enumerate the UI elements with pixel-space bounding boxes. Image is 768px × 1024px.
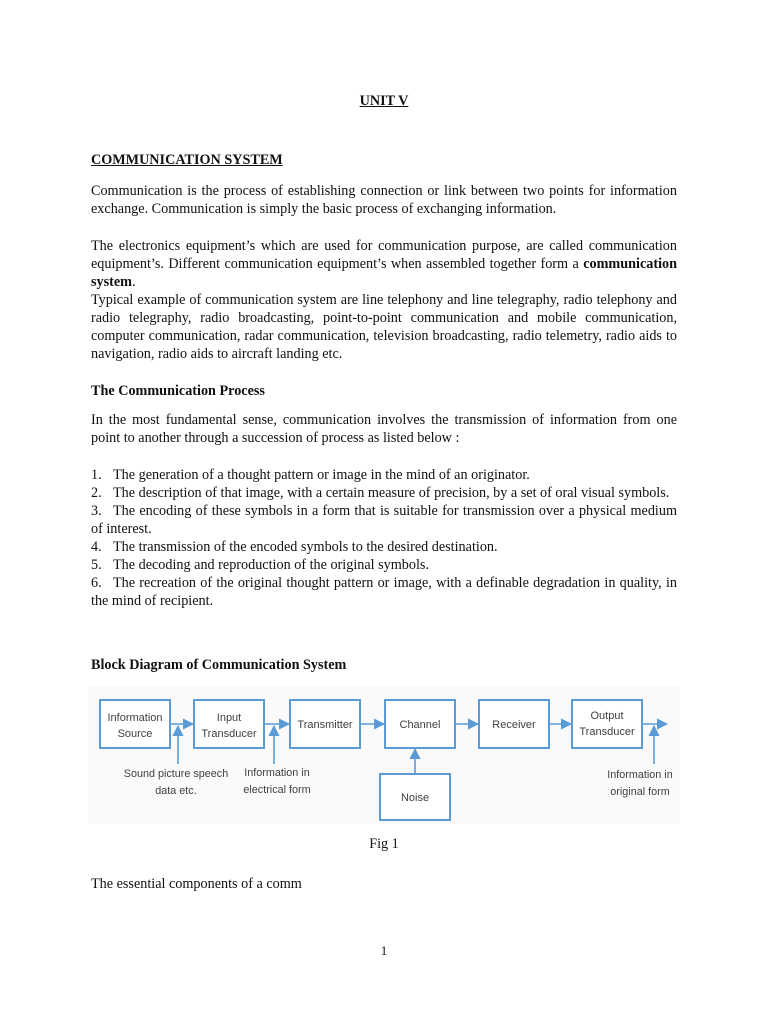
block-channel [385, 700, 455, 748]
block-label: Transmitter [297, 719, 353, 731]
trailing-text: The essential components of a comm [91, 876, 302, 892]
block-label: Input [216, 712, 242, 724]
process-intro: In the most fundamental sense, communication involves the transmission of information from one point to another through a succession of process as listed below : [91, 412, 677, 446]
step-number: 4. [91, 539, 102, 555]
annotation-sound: Sound picture speech [123, 768, 229, 780]
page-number: 1 [380, 943, 388, 958]
list-item [91, 556, 677, 574]
step-number: 5. [91, 557, 102, 573]
list-item [91, 466, 677, 484]
block-label: Noise [400, 792, 430, 804]
block-information-source [100, 700, 170, 748]
step-text: The recreation of the original thought pattern or image, with a definable degradation in quality, in the mind of recipient. [91, 575, 677, 609]
block-receiver [479, 700, 549, 748]
block-label: Transducer [579, 726, 635, 738]
block-label: Information [107, 712, 163, 724]
communication-system-term: communication system [91, 256, 677, 290]
step-number: 2. [91, 485, 102, 501]
process-heading: The Communication Process [91, 383, 265, 399]
section-heading: COMMUNICATION SYSTEM [91, 152, 283, 168]
block-label: Receiver [492, 719, 536, 731]
step-text: The encoding of these symbols in a form that is suitable for transmission over a physical medium of interest. [91, 503, 677, 537]
figure-caption: Fig 1 [369, 836, 399, 852]
step-text: The decoding and reproduction of the original symbols. [113, 557, 429, 573]
block-label: Channel [399, 719, 441, 731]
annotation-electrical: Information in [244, 767, 310, 779]
step-text: The generation of a thought pattern or image in the mind of an originator. [113, 467, 530, 483]
step-text: The description of that image, with a certain measure of precision, by a set of oral visual symbols. [113, 485, 670, 501]
annotation-electrical: electrical form [243, 784, 311, 796]
list-item [91, 502, 677, 538]
block-diagram [88, 686, 680, 824]
equipment-paragraph [91, 237, 677, 291]
list-item [91, 538, 677, 556]
block-label: Source [117, 728, 153, 740]
block-noise [380, 774, 450, 820]
block-transmitter [290, 700, 360, 748]
process-steps-list [91, 466, 677, 610]
block-output-transducer [572, 700, 642, 748]
list-item [91, 484, 677, 502]
intro-paragraph: Communication is the process of establishing connection or link between two points for information exchange. Communication is simply the basic process of exchanging information. [91, 183, 677, 217]
step-text: The transmission of the encoded symbols to the desired destination. [113, 539, 498, 555]
list-item [91, 574, 677, 610]
block-label: Transducer [201, 728, 257, 740]
block-diagram-heading: Block Diagram of Communication System [91, 657, 347, 673]
equipment-text-end: . [131, 274, 136, 290]
unit-title: UNIT V [359, 93, 409, 109]
annotation-sound: data etc. [155, 785, 197, 797]
block-input-transducer [194, 700, 264, 748]
annotation-original: original form [610, 786, 670, 798]
examples-paragraph: Typical example of communication system are line telephony and line telegraphy, radio telephony and radio telegraphy, radio broadcasting, point-to-point communication and mobile communication, computer communication, radar communication, television broadcasting, radio telemetry, radio aids to navigation, radio aids to aircraft landing etc. [91, 292, 677, 362]
equipment-text: The electronics equipment’s which are used for communication purpose, are called communication equipment’s. Different communication equipment’s when assembled together form a [91, 238, 677, 272]
step-number: 3. [91, 503, 102, 519]
step-number: 1. [91, 467, 102, 483]
annotation-original: Information in [607, 769, 673, 781]
block-label: Output [590, 710, 624, 722]
step-number: 6. [91, 575, 102, 591]
